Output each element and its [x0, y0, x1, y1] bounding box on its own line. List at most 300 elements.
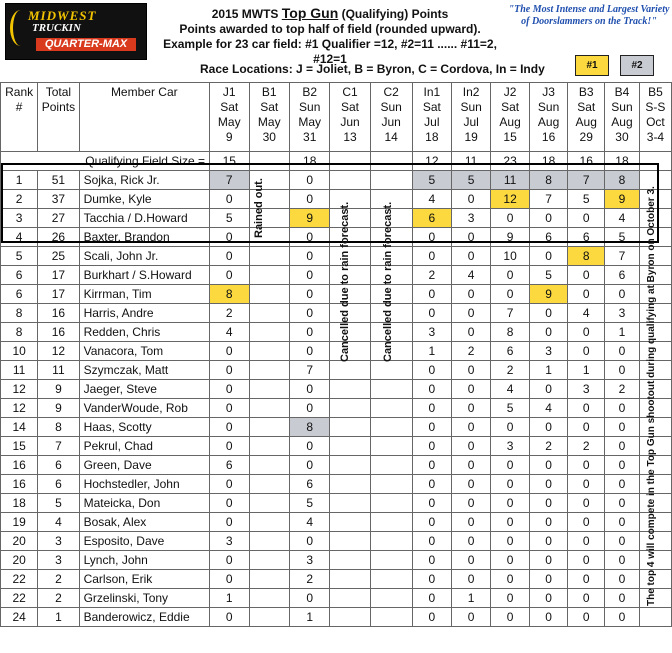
- points-cell: 0: [451, 304, 490, 323]
- points-cell: 0: [529, 494, 568, 513]
- points-cell: 0: [529, 304, 568, 323]
- points-cell: 1: [529, 361, 568, 380]
- points-cell: 0: [529, 570, 568, 589]
- points-cell: [249, 608, 289, 627]
- header-row: [1, 83, 672, 152]
- points-cell: 0: [412, 513, 451, 532]
- points-cell: 0: [209, 228, 249, 247]
- points-cell: 0: [568, 570, 605, 589]
- col-race-c2: [370, 83, 412, 152]
- points-cell: [330, 437, 370, 456]
- points-cell: 0: [451, 323, 490, 342]
- logo-line1: MIDWEST: [28, 8, 97, 23]
- total-cell: 25: [38, 247, 79, 266]
- member-name: Harris, Andre: [79, 304, 209, 323]
- race-code: B4: [614, 85, 630, 99]
- points-cell: 5: [451, 171, 490, 190]
- member-name: Jaeger, Steve: [79, 380, 209, 399]
- points-cell: 0: [289, 589, 329, 608]
- points-cell: [370, 380, 412, 399]
- col-rank: Rank #: [1, 83, 38, 152]
- page-title: [150, 6, 510, 22]
- points-cell: 0: [451, 418, 490, 437]
- points-cell: 8: [568, 247, 605, 266]
- member-name: Green, Dave: [79, 456, 209, 475]
- race-code: B5: [648, 85, 663, 99]
- points-cell: 0: [451, 247, 490, 266]
- race-mon: Aug: [611, 115, 633, 129]
- total-cell: 17: [38, 285, 79, 304]
- race-day: Sat: [501, 100, 520, 114]
- points-cell: 6: [412, 209, 451, 228]
- member-name: Bosak, Alex: [79, 513, 209, 532]
- table-row: [1, 209, 672, 228]
- race-date: 30: [615, 130, 629, 144]
- race-day: Sun: [299, 100, 321, 114]
- qualifying-size: 15: [209, 152, 249, 171]
- points-cell: 0: [605, 361, 640, 380]
- race-date: 19: [464, 130, 478, 144]
- table-row: [1, 285, 672, 304]
- points-cell: 0: [209, 361, 249, 380]
- points-cell: 0: [568, 532, 605, 551]
- points-cell: 4: [529, 399, 568, 418]
- points-cell: 0: [412, 247, 451, 266]
- points-cell: [249, 456, 289, 475]
- points-cell: 0: [412, 399, 451, 418]
- points-cell: 0: [568, 285, 605, 304]
- points-cell: 0: [412, 285, 451, 304]
- points-cell: [639, 608, 671, 627]
- points-cell: 0: [289, 437, 329, 456]
- points-cell: 0: [412, 532, 451, 551]
- race-day: Sat: [577, 100, 596, 114]
- points-cell: [330, 456, 370, 475]
- points-cell: 0: [529, 323, 568, 342]
- points-cell: 0: [529, 247, 568, 266]
- note-top4-shootout: The top 4 will compete in the Top Gun shootout during qualifying at Byron on October 3.: [646, 186, 657, 606]
- midwest-truckin-logo: [5, 3, 147, 60]
- member-name: Tacchia / D.Howard: [79, 209, 209, 228]
- note-c2-cancelled: Cancelled due to rain forecast.: [382, 201, 394, 362]
- points-cell: 0: [289, 323, 329, 342]
- col-race-in2: [451, 83, 490, 152]
- points-cell: 1: [209, 589, 249, 608]
- rank-cell: 4: [1, 228, 38, 247]
- points-cell: 0: [491, 209, 530, 228]
- points-cell: [370, 570, 412, 589]
- legend-first-place: #1: [575, 55, 609, 76]
- points-cell: 0: [605, 399, 640, 418]
- rank-cell: 12: [1, 380, 38, 399]
- rank-cell: 2: [1, 190, 38, 209]
- points-cell: 0: [568, 551, 605, 570]
- points-cell: 4: [209, 323, 249, 342]
- points-cell: 0: [605, 475, 640, 494]
- points-cell: 0: [568, 266, 605, 285]
- total-cell: 26: [38, 228, 79, 247]
- points-cell: 0: [209, 399, 249, 418]
- points-cell: 0: [289, 342, 329, 361]
- total-cell: 37: [38, 190, 79, 209]
- points-cell: 0: [491, 513, 530, 532]
- race-locations: Race Locations: J = Joliet, B = Byron, C = Cordova, In = Indy: [200, 62, 545, 76]
- points-cell: 2: [568, 437, 605, 456]
- points-cell: 0: [451, 190, 490, 209]
- points-cell: 0: [209, 247, 249, 266]
- points-cell: 7: [529, 190, 568, 209]
- rank-cell: 10: [1, 342, 38, 361]
- race-date: 15: [503, 130, 517, 144]
- points-cell: 0: [209, 418, 249, 437]
- points-cell: 0: [412, 304, 451, 323]
- points-cell: [370, 513, 412, 532]
- member-name: Baxter, Brandon: [79, 228, 209, 247]
- points-cell: 3: [605, 304, 640, 323]
- points-cell: [370, 589, 412, 608]
- points-cell: 0: [605, 437, 640, 456]
- qualifying-size: [330, 152, 370, 171]
- points-cell: 1: [451, 589, 490, 608]
- points-cell: 2: [491, 361, 530, 380]
- points-cell: 2: [605, 380, 640, 399]
- col-member: Member Car: [79, 83, 209, 152]
- points-cell: 0: [568, 323, 605, 342]
- points-cell: 4: [568, 304, 605, 323]
- points-cell: [370, 418, 412, 437]
- rank-cell: 20: [1, 532, 38, 551]
- col-race-j3: [529, 83, 568, 152]
- points-cell: 2: [451, 342, 490, 361]
- points-cell: 0: [289, 399, 329, 418]
- points-cell: [370, 532, 412, 551]
- race-day: Sun: [380, 100, 402, 114]
- points-cell: 0: [412, 361, 451, 380]
- race-mon: Jul: [463, 115, 479, 129]
- table-row: [1, 456, 672, 475]
- points-cell: 7: [209, 171, 249, 190]
- race-code: C2: [383, 85, 399, 99]
- rank-cell: 14: [1, 418, 38, 437]
- points-cell: 0: [491, 570, 530, 589]
- points-cell: [370, 494, 412, 513]
- race-mon: Jun: [340, 115, 360, 129]
- points-cell: 0: [529, 475, 568, 494]
- points-cell: [370, 551, 412, 570]
- points-cell: 0: [451, 532, 490, 551]
- points-cell: 2: [289, 570, 329, 589]
- race-date: 13: [343, 130, 357, 144]
- race-date: 16: [541, 130, 556, 144]
- points-cell: 8: [491, 323, 530, 342]
- points-cell: 3: [568, 380, 605, 399]
- rank-cell: 5: [1, 247, 38, 266]
- race-code: J1: [222, 85, 236, 99]
- points-cell: 5: [491, 399, 530, 418]
- col-race-c1: [330, 83, 370, 152]
- points-cell: [370, 456, 412, 475]
- points-cell: 0: [209, 190, 249, 209]
- race-code: B3: [578, 85, 594, 99]
- points-cell: 7: [491, 304, 530, 323]
- qualifying-size: 11: [451, 152, 490, 171]
- total-cell: 3: [38, 551, 79, 570]
- points-cell: 9: [529, 285, 568, 304]
- points-cell: [330, 570, 370, 589]
- points-cell: [330, 361, 370, 380]
- race-date: 29: [579, 130, 593, 144]
- member-name: Banderowicz, Eddie: [79, 608, 209, 627]
- note-rained-out: Rained out.: [253, 178, 265, 238]
- points-cell: 0: [412, 570, 451, 589]
- points-cell: 8: [289, 418, 329, 437]
- race-mon: Aug: [575, 115, 597, 129]
- points-cell: 0: [412, 608, 451, 627]
- rank-cell: 6: [1, 285, 38, 304]
- points-cell: [330, 494, 370, 513]
- race-mon: May: [298, 115, 322, 129]
- points-cell: 4: [412, 190, 451, 209]
- points-cell: [249, 513, 289, 532]
- points-cell: 0: [451, 513, 490, 532]
- total-cell: 6: [38, 475, 79, 494]
- points-cell: 0: [491, 532, 530, 551]
- points-cell: 8: [605, 171, 640, 190]
- total-cell: 27: [38, 209, 79, 228]
- points-cell: 4: [491, 380, 530, 399]
- rank-cell: 3: [1, 209, 38, 228]
- points-cell: 5: [209, 209, 249, 228]
- points-cell: [370, 399, 412, 418]
- points-cell: [330, 589, 370, 608]
- points-cell: 0: [491, 456, 530, 475]
- points-cell: 0: [289, 190, 329, 209]
- total-cell: 6: [38, 456, 79, 475]
- race-mon: Jul: [424, 115, 440, 129]
- points-cell: 0: [209, 570, 249, 589]
- col-race-in1: [412, 83, 451, 152]
- points-cell: [330, 171, 370, 190]
- points-cell: [249, 266, 289, 285]
- rank-cell: 6: [1, 266, 38, 285]
- rank-cell: 8: [1, 304, 38, 323]
- points-cell: [249, 285, 289, 304]
- points-cell: 0: [529, 551, 568, 570]
- points-cell: 0: [605, 494, 640, 513]
- points-cell: 9: [289, 209, 329, 228]
- points-cell: 0: [289, 456, 329, 475]
- points-cell: 0: [451, 285, 490, 304]
- race-mon: May: [217, 115, 241, 129]
- points-cell: 3: [451, 209, 490, 228]
- points-cell: 5: [568, 190, 605, 209]
- race-code: J3: [542, 85, 555, 99]
- points-cell: 1: [412, 342, 451, 361]
- table-row: [1, 342, 672, 361]
- race-day: Sun: [611, 100, 633, 114]
- points-cell: [330, 513, 370, 532]
- qualifying-size: 12: [412, 152, 451, 171]
- race-mon: Aug: [537, 115, 560, 129]
- table-row: [1, 437, 672, 456]
- points-cell: 0: [209, 475, 249, 494]
- note-c1-cancelled: Cancelled due to rain forecast.: [339, 201, 351, 362]
- table-row: [1, 570, 672, 589]
- points-cell: 6: [209, 456, 249, 475]
- logo-line2: TRUCKIN: [32, 22, 81, 34]
- points-cell: [330, 380, 370, 399]
- total-cell: 5: [38, 494, 79, 513]
- points-cell: [330, 551, 370, 570]
- qualifying-size: 16: [568, 152, 605, 171]
- total-cell: 16: [38, 304, 79, 323]
- member-name: Vanacora, Tom: [79, 342, 209, 361]
- points-cell: 11: [491, 171, 530, 190]
- points-cell: 0: [412, 437, 451, 456]
- points-cell: 0: [209, 266, 249, 285]
- points-cell: 3: [529, 342, 568, 361]
- member-name: Burkhart / S.Howard: [79, 266, 209, 285]
- rank-cell: 20: [1, 551, 38, 570]
- points-cell: [249, 380, 289, 399]
- points-cell: 0: [491, 551, 530, 570]
- rank-cell: 15: [1, 437, 38, 456]
- total-cell: 9: [38, 380, 79, 399]
- points-cell: [330, 418, 370, 437]
- points-cell: [249, 323, 289, 342]
- points-cell: 5: [605, 228, 640, 247]
- points-cell: 4: [451, 266, 490, 285]
- race-code: C1: [342, 85, 358, 99]
- total-cell: 11: [38, 361, 79, 380]
- points-cell: 0: [451, 494, 490, 513]
- table-row: [1, 418, 672, 437]
- points-cell: 0: [491, 494, 530, 513]
- points-cell: 2: [412, 266, 451, 285]
- points-cell: 0: [289, 304, 329, 323]
- member-name: Pekrul, Chad: [79, 437, 209, 456]
- points-cell: 0: [568, 513, 605, 532]
- qualifying-size: 18: [605, 152, 640, 171]
- table-row: [1, 399, 672, 418]
- points-cell: 0: [451, 380, 490, 399]
- member-name: Grzelinski, Tony: [79, 589, 209, 608]
- points-cell: 0: [491, 475, 530, 494]
- points-cell: 0: [451, 551, 490, 570]
- points-cell: 0: [605, 608, 640, 627]
- total-cell: 2: [38, 589, 79, 608]
- race-code: B1: [261, 85, 277, 99]
- rank-cell: 16: [1, 475, 38, 494]
- points-cell: 0: [568, 209, 605, 228]
- points-cell: 9: [605, 190, 640, 209]
- points-cell: 0: [568, 589, 605, 608]
- points-cell: 0: [605, 532, 640, 551]
- member-name: VanderWoude, Rob: [79, 399, 209, 418]
- points-cell: [330, 399, 370, 418]
- points-cell: [249, 437, 289, 456]
- points-cell: 0: [605, 285, 640, 304]
- logo-line3: QUARTER-MAX: [36, 38, 136, 51]
- table-row: [1, 475, 672, 494]
- page-header: [150, 6, 510, 67]
- col-race-b4: [605, 83, 640, 152]
- rank-cell: 11: [1, 361, 38, 380]
- points-cell: 0: [529, 456, 568, 475]
- race-code: In1: [423, 85, 441, 99]
- qualifying-size: [639, 152, 671, 171]
- points-cell: [249, 551, 289, 570]
- points-cell: 8: [529, 171, 568, 190]
- rank-cell: 1: [1, 171, 38, 190]
- points-cell: 7: [605, 247, 640, 266]
- race-code: B2: [302, 85, 318, 99]
- table-row: [1, 228, 672, 247]
- points-cell: 0: [491, 418, 530, 437]
- points-cell: [249, 247, 289, 266]
- points-cell: 0: [529, 608, 568, 627]
- points-cell: 0: [529, 209, 568, 228]
- points-cell: 0: [209, 342, 249, 361]
- points-cell: 0: [491, 608, 530, 627]
- points-cell: [370, 437, 412, 456]
- race-day: Sat: [220, 100, 239, 114]
- points-cell: 5: [529, 266, 568, 285]
- points-cell: 6: [605, 266, 640, 285]
- points-cell: 6: [529, 228, 568, 247]
- points-cell: 0: [412, 456, 451, 475]
- points-cell: 0: [529, 513, 568, 532]
- col-race-b2: [289, 83, 329, 152]
- total-cell: 17: [38, 266, 79, 285]
- points-cell: 0: [451, 399, 490, 418]
- col-race-j1: [209, 83, 249, 152]
- points-cell: 0: [209, 380, 249, 399]
- points-cell: [330, 532, 370, 551]
- points-cell: 6: [568, 228, 605, 247]
- points-cell: 2: [529, 437, 568, 456]
- race-day: Sat: [341, 100, 360, 114]
- title-prefix: 2015 MWTS: [211, 7, 282, 21]
- points-cell: 2: [209, 304, 249, 323]
- member-name: Hochstedler, John: [79, 475, 209, 494]
- race-date: 9: [225, 130, 233, 144]
- points-cell: 5: [412, 171, 451, 190]
- table-row: [1, 304, 672, 323]
- points-cell: 0: [451, 228, 490, 247]
- table-row: [1, 589, 672, 608]
- points-cell: [249, 494, 289, 513]
- example-text: Example for 23 car field: #1 Qualifier =12, #2=11 ...... #11=2, #12=1: [163, 37, 497, 66]
- points-cell: 0: [412, 475, 451, 494]
- points-cell: [249, 304, 289, 323]
- qualifying-size: 18: [529, 152, 568, 171]
- race-date: 3-4: [646, 130, 665, 144]
- points-cell: 0: [289, 380, 329, 399]
- col-race-b5: [639, 83, 671, 152]
- qualifying-size: [249, 152, 289, 171]
- total-cell: 2: [38, 570, 79, 589]
- points-cell: 0: [209, 494, 249, 513]
- qualifying-size: 23: [491, 152, 530, 171]
- points-cell: 0: [605, 589, 640, 608]
- points-cell: 0: [529, 380, 568, 399]
- points-cell: 10: [491, 247, 530, 266]
- points-cell: 0: [605, 551, 640, 570]
- table-row: [1, 171, 672, 190]
- title-suffix: (Qualifying) Points: [338, 7, 449, 21]
- points-cell: 0: [412, 551, 451, 570]
